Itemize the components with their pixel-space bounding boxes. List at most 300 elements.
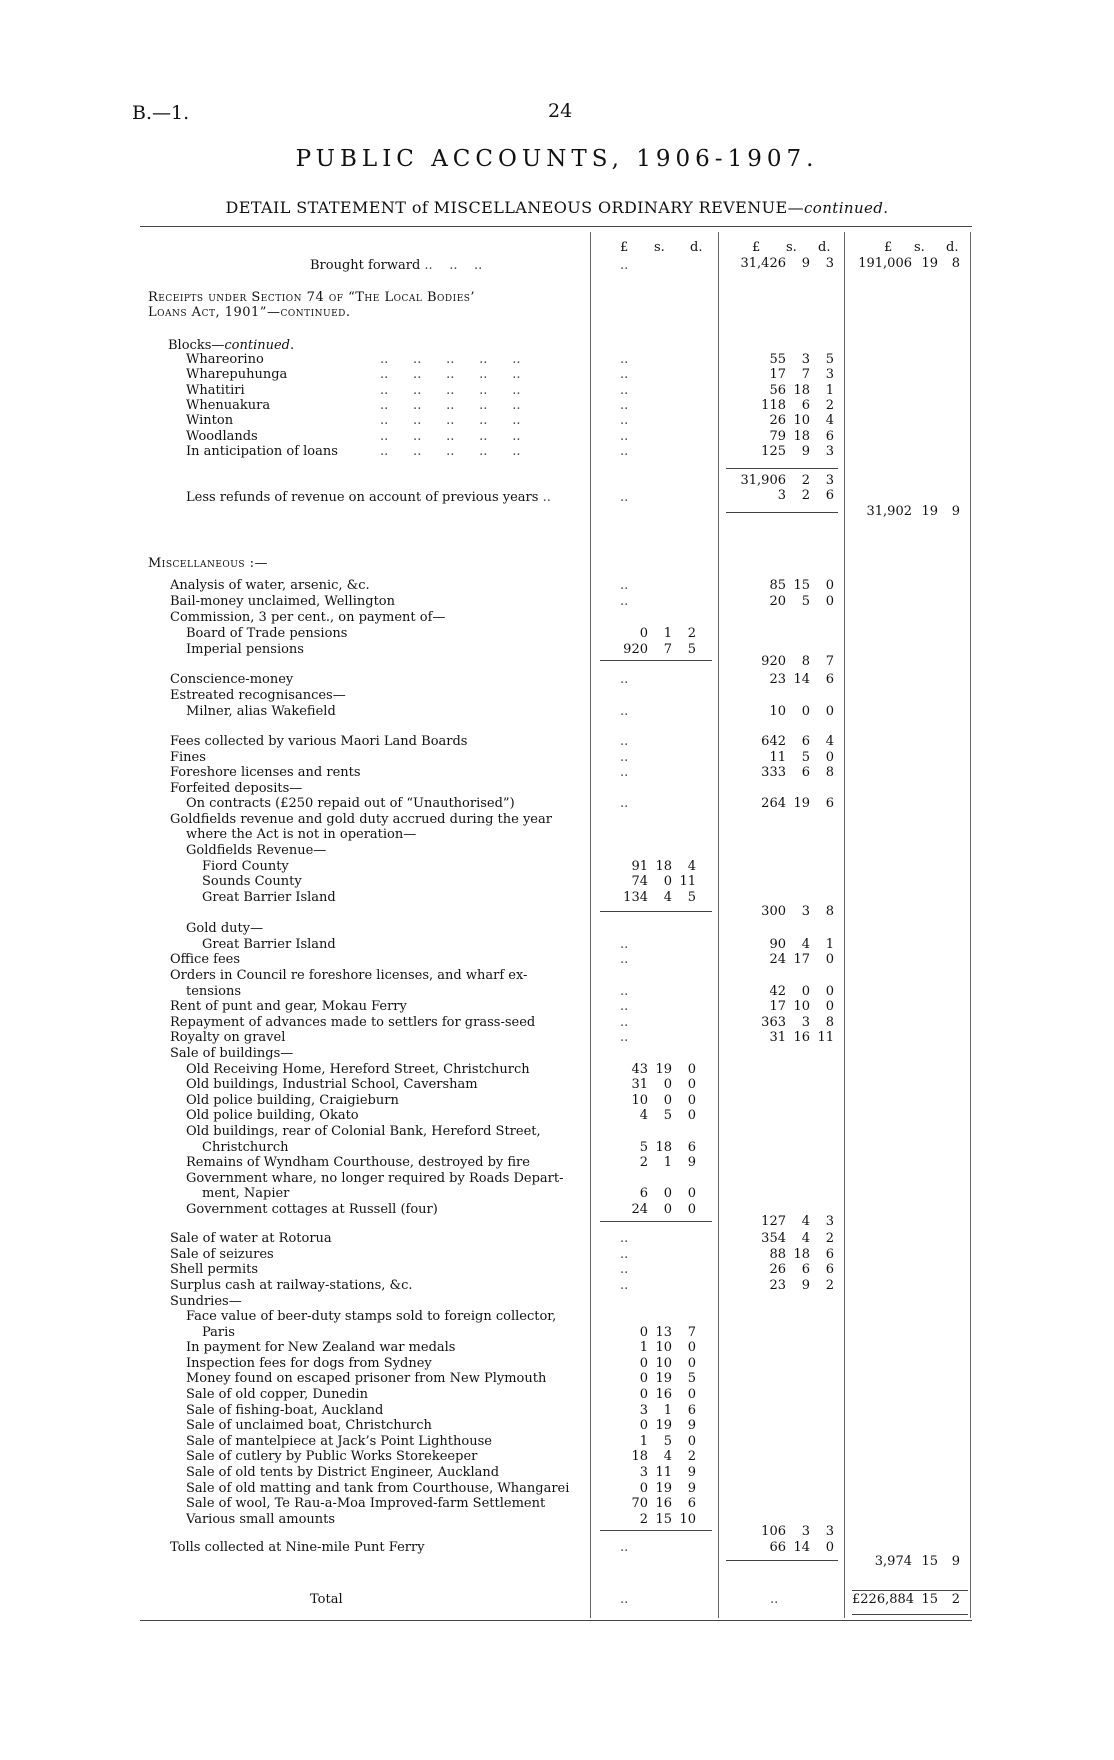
misc-c2-amount-s: 4: [801, 937, 810, 952]
misc-label-text: Sale of unclaimed boat, Christchurch: [186, 1418, 432, 1433]
misc-c2-amount-pounds: 42: [769, 984, 786, 999]
total-rule-bottom: [852, 1614, 968, 1615]
col3-pound-head: £: [884, 240, 893, 255]
misc-c2-amount-d: 7: [825, 654, 834, 669]
misc-c1-amount-d: 0: [687, 1202, 696, 1217]
misc-c1-amount-pounds: 0: [639, 1481, 648, 1496]
page-title: PUBLIC ACCOUNTS, 1906-1907.: [295, 146, 819, 172]
misc-c1-amount-s: 0: [663, 874, 672, 889]
misc-c1-amount-s: 1: [663, 626, 672, 641]
misc-row-label: [170, 1540, 425, 1555]
misc-c1-amount-s: 13: [655, 1325, 672, 1340]
misc-c1-amount-d: 6: [687, 1140, 696, 1155]
misc-row-label: [186, 1512, 335, 1527]
misc-row-label: [186, 984, 241, 999]
statement-subtitle: [0, 198, 1114, 217]
misc-c1-amount-d: 9: [687, 1418, 696, 1433]
misc-c2-amount-d: 0: [825, 984, 834, 999]
misc-c2-amount-pounds: 24: [769, 952, 786, 967]
misc-row-label: [170, 765, 361, 780]
block-leader-dots: .. .. .. .. ..: [380, 443, 521, 459]
misc-c1-amount-d: 5: [687, 642, 696, 657]
less-refunds-s: 2: [801, 488, 810, 503]
col-divider-2: [718, 232, 719, 1618]
col3-d-head: d.: [946, 240, 959, 255]
misc-c2-amount-d: 8: [825, 1015, 834, 1030]
misc-label-text: Goldfields Revenue—: [186, 843, 327, 858]
misc-c2-amount-d: 8: [825, 765, 834, 780]
misc-c1-dots: ..: [620, 704, 629, 719]
block-leader-dots: .. .. .. .. ..: [380, 413, 521, 429]
total-label: [310, 1592, 343, 1607]
misc-c1-amount-d: 7: [687, 1325, 696, 1340]
misc-c1-amount-s: 0: [663, 1202, 672, 1217]
misc-c2-amount-s: 5: [801, 594, 810, 609]
misc-label-text: Government cottages at Russell (four): [186, 1202, 438, 1217]
commission-sum-rule: [600, 660, 712, 661]
misc-c2-amount-d: 3: [825, 1524, 834, 1539]
misc-c2-amount-d: 6: [825, 1262, 834, 1277]
misc-c1-amount-s: 1: [663, 1155, 672, 1170]
block-amount-d: 2: [825, 397, 834, 413]
misc-c1-dots: ..: [620, 734, 629, 749]
block-row-label: [186, 383, 245, 398]
block-amount-s: 10: [793, 413, 810, 429]
misc-c2-amount-pounds: 31: [769, 1030, 786, 1045]
brought-forward-dots: ..: [620, 258, 629, 273]
misc-c1-amount-d: 0: [687, 1340, 696, 1355]
misc-label-text: Repayment of advances made to settlers for grass-seed: [170, 1015, 536, 1030]
col1-pound-head: £: [620, 240, 629, 255]
misc-c2-amount-pounds: 66: [769, 1540, 786, 1555]
document-ref: B.—1.: [132, 102, 190, 124]
misc-row-label: [186, 796, 515, 811]
misc-row-label: [186, 1093, 399, 1108]
misc-c2-amount-s: 0: [801, 704, 810, 719]
blocks-net-s: 19: [921, 504, 938, 519]
misc-c1-amount-pounds: 1: [639, 1434, 648, 1449]
misc-c2-amount-s: 6: [801, 765, 810, 780]
grand-total-pounds: £226,884: [852, 1592, 915, 1607]
misc-row-label: [186, 1202, 438, 1217]
misc-row-label: [170, 781, 302, 796]
misc-row-label: [170, 812, 552, 827]
misc-label-text: Estreated recognisances—: [170, 688, 346, 703]
bf-c2-pounds: 31,426: [740, 256, 786, 271]
misc-c1-amount-pounds: 4: [639, 1108, 648, 1123]
misc-c2-amount-s: 10: [793, 999, 810, 1014]
blocks-net-d: 9: [951, 504, 960, 519]
block-c1-dots: ..: [620, 443, 629, 459]
misc-c1-dots: ..: [620, 1247, 629, 1262]
misc-row-label: [170, 688, 346, 703]
misc-c1-dots: ..: [620, 952, 629, 967]
misc-c1-amount-d: 9: [687, 1481, 696, 1496]
misc-c1-amount-pounds: 5: [639, 1140, 648, 1155]
misc-c1-amount-d: 0: [687, 1356, 696, 1371]
block-name: Whareorino: [186, 352, 264, 367]
misc-label-text: On contracts (£250 repaid out of “Unauthorised”): [186, 796, 515, 811]
misc-c1-amount-d: 6: [687, 1496, 696, 1511]
misc-row-label: [170, 1231, 332, 1246]
misc-c1-amount-s: 5: [663, 1108, 672, 1123]
block-amount-d: 6: [825, 428, 834, 444]
bf-c3-s: 19: [921, 256, 938, 271]
misc-c1-amount-s: 19: [655, 1062, 672, 1077]
misc-c2-amount-d: 4: [825, 734, 834, 749]
misc-c1-amount-s: 16: [655, 1387, 672, 1402]
misc-c2-amount-d: 0: [825, 999, 834, 1014]
misc-c2-amount-s: 0: [801, 984, 810, 999]
misc-row-label: [186, 1077, 478, 1092]
misc-c1-amount-d: 6: [687, 1403, 696, 1418]
misc-row-label: [186, 1387, 368, 1402]
misc-label-text: Sale of cutlery by Public Works Storekeeper: [186, 1449, 478, 1464]
misc-c2-amount-d: 0: [825, 704, 834, 719]
misc-row-label: [186, 1155, 530, 1170]
misc-c2-amount-pounds: 363: [761, 1015, 786, 1030]
block-name: Winton: [186, 413, 234, 429]
col2-pound-head: £: [752, 240, 761, 255]
misc-c2-amount-d: 11: [817, 1030, 834, 1045]
block-amount-s: 18: [793, 382, 810, 398]
misc-c1-amount-d: 0: [687, 1387, 696, 1402]
block-amount-d: 1: [825, 382, 834, 398]
blocks-net-pounds: 31,902: [866, 504, 912, 519]
misc-c1-dots: ..: [620, 578, 629, 593]
block-amount-s: 7: [801, 367, 810, 383]
misc-c2-amount-s: 16: [793, 1030, 810, 1045]
block-amount-s: 18: [793, 428, 810, 444]
col1-d-head: d.: [690, 240, 703, 255]
misc-c1-amount-pounds: 0: [639, 1371, 648, 1386]
misc-label-text: Great Barrier Island: [202, 890, 336, 905]
block-amount-s: 9: [801, 443, 810, 459]
misc-c2-amount-d: 6: [825, 1247, 834, 1262]
grand-total-d: 2: [951, 1592, 960, 1607]
misc-c2-amount-s: 9: [801, 1278, 810, 1293]
misc-c1-amount-pounds: 1: [639, 1340, 648, 1355]
blocks-total-d: 3: [825, 473, 834, 488]
misc-label-text: Total: [310, 1592, 343, 1607]
misc-c2-amount-d: 0: [825, 750, 834, 765]
misc-label-text: Fiord County: [202, 859, 289, 874]
bf-c2-d: 3: [825, 256, 834, 271]
misc-label-text: Board of Trade pensions: [186, 626, 348, 641]
block-leader-dots: .. .. .. .. ..: [380, 397, 521, 413]
misc-c2-amount-s: 3: [801, 1524, 810, 1539]
misc-row-label: [186, 1309, 556, 1324]
misc-c1-dots: ..: [620, 1015, 629, 1030]
misc-c1-amount-pounds: 91: [631, 859, 648, 874]
misc-c1-amount-d: 0: [687, 1186, 696, 1201]
misc-row-label: [186, 1403, 383, 1418]
misc-label-text: Gold duty—: [186, 921, 264, 936]
misc-c1-amount-s: 7: [663, 642, 672, 657]
misc-label-text: Old buildings, Industrial School, Caversham: [186, 1077, 478, 1092]
less-refunds-d: 6: [825, 488, 834, 503]
misc-row-label: [202, 1140, 288, 1155]
block-amount-pounds: 125: [761, 443, 786, 459]
misc-row-label: [170, 578, 370, 593]
block-name: Whatitiri: [186, 382, 245, 398]
misc-row-label: [202, 937, 336, 952]
misc-c1-amount-s: 4: [663, 890, 672, 905]
misc-c1-amount-d: 0: [687, 1093, 696, 1108]
block-c1-dots: ..: [620, 428, 629, 444]
misc-row-label: [170, 594, 395, 609]
misc-sum-rule: [726, 1560, 838, 1561]
col2-d-head: d.: [818, 240, 831, 255]
brought-forward-label: Brought forward .. .. ..: [310, 258, 483, 273]
block-leader-dots: .. .. .. .. ..: [380, 352, 521, 367]
misc-row-label: [186, 843, 326, 858]
misc-c2-amount-s: 3: [801, 904, 810, 919]
table-top-rule: [140, 226, 972, 227]
misc-c2-amount-pounds: 264: [761, 796, 786, 811]
misc-label-text: Sale of fishing-boat, Auckland: [186, 1403, 384, 1418]
misc-label-text: Foreshore licenses and rents: [170, 765, 361, 780]
misc-c2-amount-s: 6: [801, 734, 810, 749]
misc-label-text: Shell permits: [170, 1262, 259, 1277]
block-amount-pounds: 118: [761, 397, 786, 413]
misc-row-label: [170, 968, 527, 983]
misc-row-label: [170, 952, 240, 967]
block-c1-dots: ..: [620, 397, 629, 413]
misc-row-label: [202, 859, 289, 874]
less-refunds-text: Less refunds of revenue on account of previous years: [186, 490, 539, 505]
misc-c1-dots: ..: [620, 1540, 629, 1555]
misc-c1-amount-pounds: 0: [639, 626, 648, 641]
misc-c2-amount-s: 3: [801, 1015, 810, 1030]
misc-row-label: [170, 734, 467, 749]
misc-row-label: [186, 921, 263, 936]
misc-row-label: [186, 1340, 455, 1355]
misc-row-label: [186, 1124, 541, 1139]
misc-label-text: tensions: [186, 984, 241, 999]
subtitle-continued: continued.: [803, 199, 889, 217]
misc-row-label: [186, 1356, 432, 1371]
misc-row-label: [202, 1186, 289, 1201]
misc-c1-amount-s: 10: [655, 1356, 672, 1371]
block-leader-dots: .. .. .. .. ..: [380, 428, 521, 444]
misc-row-label: [186, 1434, 492, 1449]
misc-label-text: Tolls collected at Nine-mile Punt Ferry: [170, 1540, 425, 1555]
misc-c1-amount-pounds: 2: [639, 1512, 648, 1527]
misc-label-text: Various small amounts: [186, 1512, 336, 1527]
misc-c2-amount-s: 4: [801, 1231, 810, 1246]
misc-c1-dots: ..: [620, 1030, 629, 1045]
misc-row-label: [186, 1418, 432, 1433]
misc-c1-amount-pounds: 31: [631, 1077, 648, 1092]
misc-c1-amount-pounds: 0: [639, 1387, 648, 1402]
grand-total-s: 15: [921, 1592, 938, 1607]
misc-label-text: Old police building, Okato: [186, 1108, 359, 1123]
misc-row-label: [170, 1247, 274, 1262]
misc-c1-amount-pounds: 43: [631, 1062, 648, 1077]
misc-c1-amount-s: 19: [655, 1371, 672, 1386]
misc-label-text: Sale of old tents by District Engineer, Auckland: [186, 1465, 500, 1480]
block-row-label: [186, 429, 258, 444]
misc-c1-dots: ..: [620, 765, 629, 780]
misc-row-label: [186, 1496, 545, 1511]
misc-label-text: Conscience-money: [170, 672, 294, 687]
misc-c2-amount-pounds: 300: [761, 904, 786, 919]
goldfields-sum-rule: [600, 911, 712, 912]
misc-row-label: [202, 1325, 235, 1340]
misc-c2-amount-d: 0: [825, 952, 834, 967]
misc-label-text: Sale of buildings—: [170, 1046, 294, 1061]
misc-row-label: [170, 1278, 413, 1293]
misc-c1-amount-pounds: 3: [639, 1465, 648, 1480]
misc-c1-amount-d: 9: [687, 1155, 696, 1170]
misc-label-text: Fees collected by various Maori Land Boards: [170, 734, 468, 749]
misc-heading: Miscellaneous :—: [148, 556, 269, 571]
misc-row-label: [170, 1046, 293, 1061]
misc-label-text: Face value of beer-duty stamps sold to foreign collector,: [186, 1309, 557, 1324]
block-leader-dots: .. .. .. .. ..: [380, 367, 521, 383]
misc-label-text: Paris: [202, 1325, 235, 1340]
misc-c1-amount-d: 4: [687, 859, 696, 874]
block-amount-d: 3: [825, 443, 834, 459]
misc-c1-amount-pounds: 24: [631, 1202, 648, 1217]
misc-c2-amount-s: 8: [801, 654, 810, 669]
misc-row-label: [170, 672, 293, 687]
col-divider-1: [590, 232, 591, 1618]
misc-label-text: Old Receiving Home, Hereford Street, Christchurch: [186, 1062, 530, 1077]
less-refunds-label: Less refunds of revenue on account of previous years ..: [186, 490, 551, 505]
misc-row-label: [186, 642, 304, 657]
block-amount-d: 3: [825, 367, 834, 383]
misc-c2-amount-pounds: 26: [769, 1262, 786, 1277]
col-divider-4: [970, 232, 971, 1618]
misc-label-text: Sale of water at Rotorua: [170, 1231, 332, 1246]
misc-c1-amount-d: 5: [687, 1371, 696, 1386]
block-row-label: [186, 352, 264, 367]
misc-c1-dots: ..: [620, 984, 629, 999]
misc-c1-amount-d: 5: [687, 890, 696, 905]
bf-c2-s: 9: [801, 256, 810, 271]
misc-c1-amount-pounds: 10: [631, 1093, 648, 1108]
page-number: 24: [548, 100, 573, 122]
misc-c1-amount-s: 0: [663, 1186, 672, 1201]
table-bottom-rule: [140, 1620, 972, 1621]
misc-row-label: [170, 1015, 535, 1030]
misc-c1-amount-s: 18: [655, 1140, 672, 1155]
misc-c2-amount-s: 18: [793, 1247, 810, 1262]
misc-label-text: Analysis of water, arsenic, &c.: [170, 578, 370, 593]
misc-c1-amount-s: 10: [655, 1340, 672, 1355]
misc-c1-dots: ..: [620, 1231, 629, 1246]
misc-c2-amount-d: 2: [825, 1278, 834, 1293]
col1-s-head: s.: [654, 240, 665, 255]
block-name: Whenuakura: [186, 397, 271, 413]
misc-total-pounds: 3,974: [874, 1554, 912, 1569]
misc-c1-amount-s: 15: [655, 1512, 672, 1527]
misc-c2-amount-d: 0: [825, 594, 834, 609]
misc-row-label: [170, 1030, 285, 1045]
misc-c1-amount-s: 19: [655, 1481, 672, 1496]
misc-label-text: Sale of old matting and tank from Courthouse, Whangarei: [186, 1481, 570, 1496]
misc-c2-amount-d: 6: [825, 796, 834, 811]
misc-c2-amount-d: 3: [825, 1214, 834, 1229]
col2-s-head: s.: [786, 240, 797, 255]
misc-c2-amount-d: 0: [825, 1540, 834, 1555]
block-row-label: [186, 413, 233, 428]
misc-label-text: Money found on escaped prisoner from New Plymouth: [186, 1371, 547, 1386]
misc-c1-amount-s: 1: [663, 1403, 672, 1418]
misc-c1-dots: ..: [620, 1262, 629, 1277]
misc-c2-amount-pounds: 10: [769, 704, 786, 719]
misc-c1-amount-pounds: 920: [623, 642, 648, 657]
misc-label-text: In payment for New Zealand war medals: [186, 1340, 456, 1355]
misc-c2-amount-s: 17: [793, 952, 810, 967]
misc-row-label: [186, 1171, 564, 1186]
blocks-heading: [168, 338, 294, 353]
misc-label-text: Remains of Wyndham Courthouse, destroyed by fire: [186, 1155, 530, 1170]
misc-c2-amount-pounds: 85: [769, 578, 786, 593]
misc-label-text: Milner, alias Wakefield: [186, 704, 336, 719]
misc-c1-amount-pounds: 74: [631, 874, 648, 889]
misc-total-s: 15: [921, 1554, 938, 1569]
misc-c1-dots: ..: [620, 937, 629, 952]
misc-c2-amount-s: 14: [793, 1540, 810, 1555]
misc-c1-dots: ..: [620, 1278, 629, 1293]
misc-label-text: Forfeited deposits—: [170, 781, 303, 796]
block-amount-pounds: 79: [769, 428, 786, 444]
misc-c1-amount-s: 0: [663, 1093, 672, 1108]
misc-c2-amount-pounds: 20: [769, 594, 786, 609]
misc-row-label: [186, 1371, 546, 1386]
misc-c1-amount-pounds: 2: [639, 1155, 648, 1170]
misc-c2-amount-pounds: 920: [761, 654, 786, 669]
misc-c1-amount-pounds: 3: [639, 1403, 648, 1418]
misc-label-text: Imperial pensions: [186, 642, 304, 657]
misc-c2-amount-d: 2: [825, 1231, 834, 1246]
misc-c2-amount-pounds: 90: [769, 937, 786, 952]
receipts-heading-line1: Receipts under Section 74 of “The Local Bodies’: [148, 290, 476, 305]
total-c2-dots: ..: [770, 1592, 779, 1607]
misc-label-text: Goldfields revenue and gold duty accrued during the year: [170, 812, 552, 827]
misc-c1-amount-s: 11: [655, 1465, 672, 1480]
misc-c1-amount-pounds: 0: [639, 1325, 648, 1340]
block-row-label: [186, 367, 287, 382]
misc-c1-amount-d: 0: [687, 1434, 696, 1449]
subtitle-main: DETAIL STATEMENT of MISCELLANEOUS ORDINARY REVENUE—: [225, 198, 804, 217]
misc-row-label: [170, 750, 206, 765]
misc-row-label: [186, 704, 336, 719]
misc-c1-dots: ..: [620, 672, 629, 687]
sundries-sum-rule: [600, 1530, 712, 1531]
misc-c2-amount-pounds: 11: [769, 750, 786, 765]
block-leader-dots: .. .. .. .. ..: [380, 382, 521, 398]
block-amount-d: 4: [825, 413, 834, 429]
block-amount-pounds: 17: [769, 367, 786, 383]
less-refunds-dots: ..: [620, 490, 629, 505]
misc-row-label: [186, 626, 347, 641]
misc-row-label: [170, 610, 445, 625]
misc-c2-amount-pounds: 17: [769, 999, 786, 1014]
misc-c2-amount-pounds: 354: [761, 1231, 786, 1246]
misc-row-label: [186, 1465, 499, 1480]
misc-label-text: Christchurch: [202, 1140, 289, 1155]
block-c1-dots: ..: [620, 382, 629, 398]
bf-c3-d: 8: [951, 256, 960, 271]
block-amount-pounds: 56: [769, 382, 786, 398]
block-c1-dots: ..: [620, 367, 629, 383]
misc-c2-amount-d: 1: [825, 937, 834, 952]
misc-row-label: [202, 874, 302, 889]
